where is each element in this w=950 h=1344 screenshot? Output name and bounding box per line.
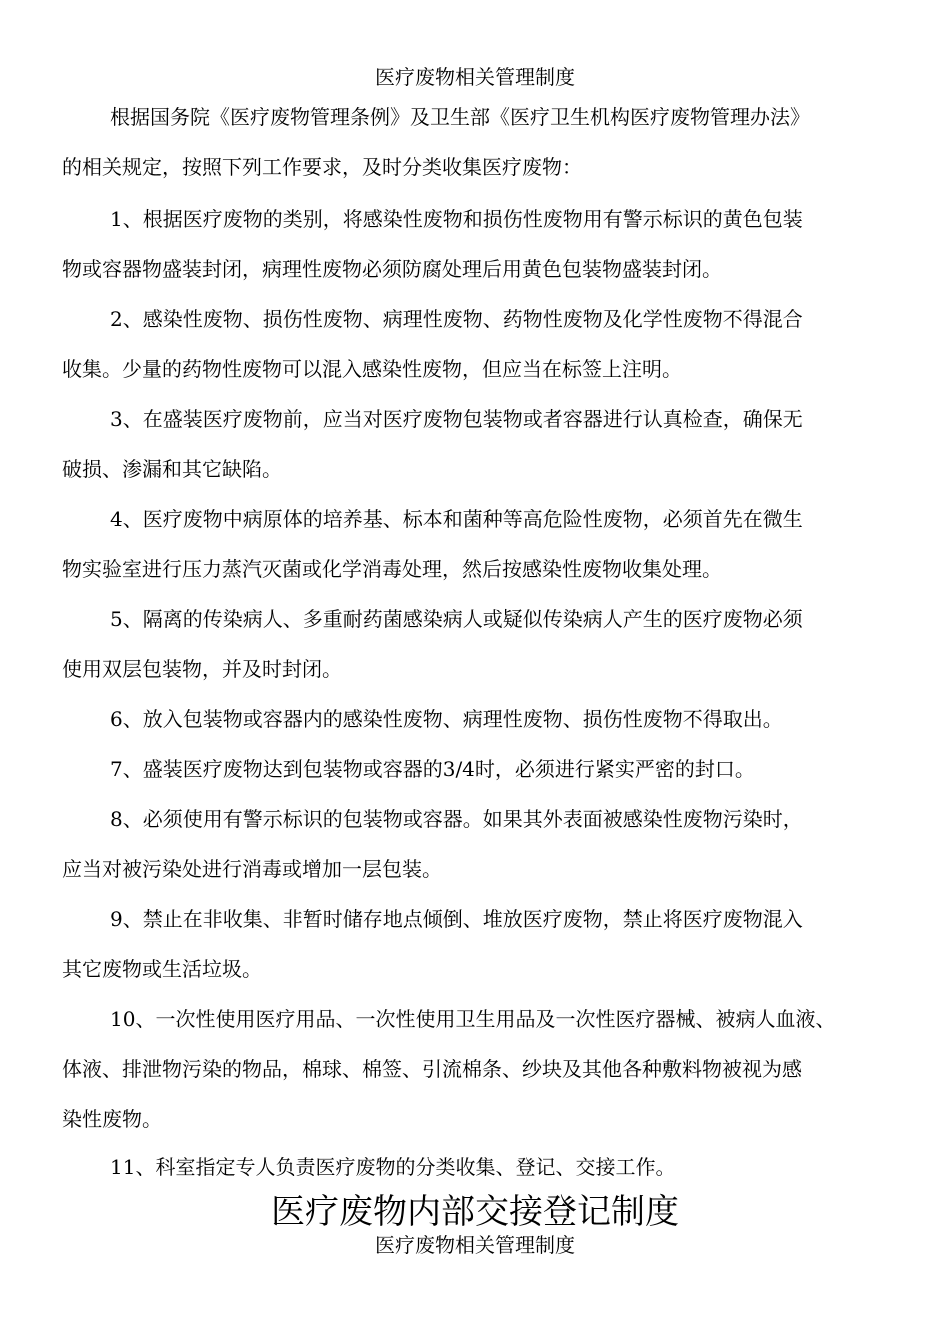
- rule-item-2-line-2: 收集。少量的药物性废物可以混入感染性废物，但应当在标签上注明。: [62, 357, 682, 381]
- rule-item-7: [62, 744, 892, 794]
- rule-item-7-line-1: 7、盛装医疗废物达到包装物或容器的3/4时，必须进行紧实严密的封口。: [110, 757, 755, 781]
- rule-item-5-line-1: 5、隔离的传染病人、多重耐药菌感染病人或疑似传染病人产生的医疗废物必须: [110, 607, 803, 631]
- rule-item-9-line-1: 9、禁止在非收集、非暂时储存地点倾倒、堆放医疗废物，禁止将医疗废物混入: [110, 907, 803, 931]
- rule-item-10-line-2: 体液、排泄物污染的物品，棉球、棉签、引流棉条、纱块及其他各种敷料物被视为感: [62, 1057, 802, 1081]
- rule-item-3-line-1: 3、在盛装医疗废物前，应当对医疗废物包装物或者容器进行认真检查，确保无: [110, 407, 803, 431]
- rule-item-6-line-1: 6、放入包装物或容器内的感染性废物、病理性废物、损伤性废物不得取出。: [110, 707, 783, 731]
- rule-item-8: [62, 794, 892, 894]
- rule-item-4: [62, 494, 892, 594]
- intro-line-2: 的相关规定，按照下列工作要求，及时分类收集医疗废物：: [62, 155, 582, 179]
- next-section-subtitle: 医疗废物相关管理制度: [375, 1233, 575, 1257]
- rule-item-11-line-1: 11、科室指定专人负责医疗废物的分类收集、登记、交接工作。: [110, 1155, 676, 1179]
- intro-line-1: 根据国务院《医疗废物管理条例》及卫生部《医疗卫生机构医疗废物管理办法》: [110, 105, 810, 129]
- rule-item-8-line-2: 应当对被污染处进行消毒或增加一层包装。: [62, 857, 442, 881]
- rule-item-3-line-2: 破损、渗漏和其它缺陷。: [62, 457, 282, 481]
- rule-item-1-line-2: 物或容器物盛装封闭，病理性废物必须防腐处理后用黄色包装物盛装封闭。: [62, 257, 722, 281]
- document-title: 医疗废物相关管理制度: [375, 65, 575, 89]
- rule-item-11: [62, 1142, 892, 1192]
- rule-item-10-line-1: 10、一次性使用医疗用品、一次性使用卫生用品及一次性医疗器械、被病人血液、: [110, 1007, 836, 1031]
- rule-item-1-line-1: 1、根据医疗废物的类别，将感染性废物和损伤性废物用有警示标识的黄色包装: [110, 207, 803, 231]
- rule-item-3: [62, 394, 892, 494]
- rule-item-4-line-1: 4、医疗废物中病原体的培养基、标本和菌种等高危险性废物，必须首先在微生: [110, 507, 803, 531]
- rule-item-5-line-2: 使用双层包装物，并及时封闭。: [62, 657, 342, 681]
- rule-item-6: [62, 694, 892, 744]
- rule-item-2: [62, 294, 892, 394]
- intro-paragraph: [62, 92, 892, 192]
- rule-item-9-line-2: 其它废物或生活垃圾。: [62, 957, 262, 981]
- rule-item-9: [62, 894, 892, 994]
- rule-item-10-line-3: 染性废物。: [62, 1107, 162, 1131]
- rule-item-1: [62, 194, 892, 294]
- rule-item-4-line-2: 物实验室进行压力蒸汽灭菌或化学消毒处理，然后按感染性废物收集处理。: [62, 557, 722, 581]
- rule-item-2-line-1: 2、感染性废物、损伤性废物、病理性废物、药物性废物及化学性废物不得混合: [110, 307, 803, 331]
- rule-item-5: [62, 594, 892, 694]
- next-section-title: 医疗废物内部交接登记制度: [271, 1192, 679, 1232]
- rule-item-8-line-1: 8、必须使用有警示标识的包装物或容器。如果其外表面被感染性废物污染时，: [110, 807, 803, 831]
- rule-item-10: [62, 994, 892, 1144]
